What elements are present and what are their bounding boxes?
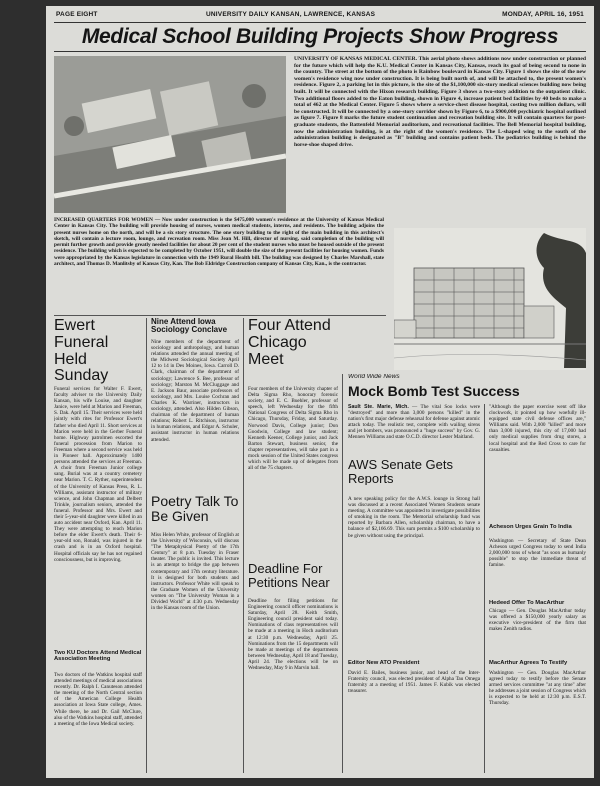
- page-number: PAGE EIGHT: [56, 11, 98, 18]
- banner-rule: [54, 51, 586, 52]
- ewert-story: Funeral services for Walter F. Ewert, faculty adviser to the University Daily Kansan, his wife Louise, and daughter Janice, were held at Marion and Freeman, S. Dak. April 15. Their services were held jointly with rites for Professor Ewert's father who died April 11. Short services at Marion were held in the Gerber Funeral home. Highway patrolmen escorted the funeral procession from Marion to Freeman where a second service was held in Pioneer hall. Approximately 1400 persons attended the services at Freeman. A choir from Freeman Junior college sang. Burial was at a country cemetery near Marion. T. C. Ryther, superintendent of the University of Kansas Press, R. L. Williams, assistant instructor of military science, and John Chapman and Delbert Trinkle, journalism seniors, attended the funeral. Professor and Mrs. Ewert and their 5-year-old daughter were killed in an auto accident near Oxford, Kan. April 11. They were attempting to reach Marion before the elder Ewert's death. Their 6-year-old son, Ronald, was injured in the crash and is in an Oxford hospital. Hospital officials say he has not regained consciousness, but is improving.: [54, 386, 142, 563]
- acheson-headline: Acheson Urges Grain To India: [489, 524, 572, 530]
- chicago-story: Four members of the University chapter of Delta Sigma Rho, honorary forensic society, and E. C. Buehler, professor of speech, left Wednesday for the fifth National Congress of Delta Sigma Rho in Chicago, Thursday, Friday, and Saturday. Norwood Davis, College junior; Don Goodwin, College and law student; Kenneth Keener, College junior, and Jack Barton Stewart, business senior, the chapter representatives, will take part in a mock session of the United States congress which will be made up of delegates from all of the 75 chapters.: [248, 386, 338, 472]
- column-rule: [243, 318, 244, 773]
- deadline-story: Deadline for filing petitions for Engineering council officer nominations is Saturday, April 28. Keith Smith, Engineering council president said today. Nominations of class representatives will be made at a meeting in Hoch auditorium at 12:30 p.m. Wednesday, April 25. Nominations from the 15 departments will be made at meetings of the departments between Wednesday, April 18 and Tuesday, April 24. The elections will be on Wednesday, May 9 in Marvin hall.: [248, 598, 338, 672]
- macarthur-testify-headline: MacArthur Agrees To Testify: [489, 660, 568, 666]
- masthead-rule: [54, 22, 586, 23]
- aerial-photo: [54, 56, 286, 213]
- bomb-test-story: Sault Ste. Marie, Mich. — The vital Soo locks were "destroyed" and more than 3,000 persons "killed" in the nation's first major defense rehearsal for defense against atomic attack today. The realistic test, complete with wailing sirens and jet bombers, was pronounced a "huge success" by Gov. G. Mennen Williams and state O.C.D. director Lester Maitland.: [348, 404, 480, 441]
- poetry-headline: Poetry Talk To Be Given: [151, 494, 239, 524]
- poetry-story: Miss Helen White, professor of English at the University of Wisconsin, will discuss "The Metaphysical Poetry of the 17th Century" at 8 p.m. Tuesday in Fraser theater. The public is invited. This lecture is an attempt to bridge the gap between contemporary and 17th century literature. It is designed for both students and instructors. Professor White will speak to the Graduate Women of the University women on "The University Woman in a Divided World" at 4:30 p.m. Wednesday in the Kansas room of the Union.: [151, 532, 239, 612]
- world-news-tag: World Wide News: [348, 374, 400, 380]
- macarthur-testify-story: Washington — Gen. Douglas MacArthur agreed today to testify before the Senate armed services committee "at any time" after he addresses a joint session of Congress which is expected to be held at 12:30 p.m. E.S.T. Thursday.: [489, 670, 586, 707]
- banner-headline: Medical School Building Projects Show Progress: [81, 25, 559, 48]
- column-rule: [146, 318, 147, 773]
- deadline-headline: Deadline For Petitions Near: [248, 562, 330, 590]
- women-caption: INCREASED QUARTERS FOR WOMEN — Now under construction is the $475,000 women's residence at the University of Kansas Medical Center in Kansas City. The building will provide housing of nurses, women medical students, interns, and residents. The building adjoins the present nurses home on the north, and will be a six story structure. The one story building to the right of the main building in this architect's sketch, will contain a lecture room, lounge, and recreation room. Miss Jean M. Hill, director of nursing, said completion of the building will permit further growth and provide greatly needed facilities for about 20 per cent of the student nurses who must be housed outside of the present residence. The building which is expected to be completed by October 1951, will double the size of the present facilities for housing women. Funds were appropriated by the Kansas legislature in connection with the 1949 Rural Health bill. The building was designed by Charles Marshall, state architect, and Thomas D. Manlitsby of Kansas City, Kan. The Bob Eldridge Construction company of Kansas City, Kan., is the contractor.: [54, 217, 384, 268]
- chicago-headline: Four Attend Chicago Meet: [248, 318, 331, 368]
- column-rule: [484, 404, 485, 773]
- ato-story: David E. Bailes, business junior, and head of the Inter-Fraternity council, was elected president of Alpha Tau Omega fraternity at a meeting of 1951. James F. Kubik was elected treasurer.: [348, 670, 480, 695]
- macarthur-offer-headline: Hedeed Offer To MacArthur: [489, 600, 565, 606]
- civil-defense-story: "Although the paper exercise went off like clockwork, it pointed up how woefully ill-equipped state civil defense offices are," Williams said. With 2,000 "killed" and more than 3,000 injured, this city of 17,000 had only medical supplies from drug stores, a local hospital and the Red Cross to care for casualties.: [489, 404, 586, 453]
- aws-story: A new speaking policy for the A.W.S. lounge in Strong hall was discussed at a recent Associated Women Students senate meeting. A committee was appointed to investigate possibilities of smoking in the room. The Memorial scholarship fund was reported by Barbara Allen, scholarship chairman, to have a balance of $2,166.69. This sum permits a $100 scholarship to be given without using the principal.: [348, 496, 480, 539]
- aerial-caption: UNIVERSITY OF KANSAS MEDICAL CENTER. This aerial photo shows additions now under construction or planned for the future which will help the K.U. Medical Center in Kansas City, Kansas, reach its goal of being second to none in the country. The street at the bottom of the photo is Rainbow boulevard in Kansas City. Figure 1 shows the site of the new women's residence wing now under construction. It is being built north of, and will be attached to, the present women's residence. Figure 2, a parking lot in this picture, is the site of the $1,100,000 six-story medical sciences building now being built. It will be connected with the Hixon research building. Figure 3 shows a two-story addition to the outpatient clinic. Two additional floors added to the Eaton building, shown in Figure 4, increase patient bed facilities by 40 beds to make a total of 462 at the Medical Center. Figure 5 shows where a service-chest disease hospital, costing two million dollars, will be constructed. It will be connected by a one-story corridor shown by Figure 6, to a $900,000 psychiatric hospital outlined as figure 7. Figure 8 marks the future student continuation and recreation building site. It will contain quarters for post-graduate students, the Battenfeld Memorial auditorium, and recreational facilities. The Bell Memorial hospital building, now the administration building, is at the right of the women's residence. The L-shaped wing to the south of the administration building is designated as "B" building and contains patient beds. The pediatrics building is behind the horse-shoe shaped drive.: [294, 56, 586, 148]
- column-rule: [342, 374, 343, 773]
- iowa-story: Nine members of the department of sociology and anthropology, and human relations attended the annual meeting of the Midwest Sociological Society April 12 to 14 in Des Moines, Iowa. Carroll D. Clark, chairman of the department of sociology; Lawrence S. Bee, professor of sociology; Marston M. McCluggage and E. Jackson Baur, associate professors of sociology, and Mrs. Louise Cochran and Charles K. Warriner, instructors in sociology, attended. Also Hilden Gibson, chairman of the department of human relations; Robert L. Ritchison, instructor in human relations, and Edgar A. Schuler, assistant instructor in human relations attended.: [151, 339, 239, 443]
- issue-date: MONDAY, APRIL 16, 1951: [502, 11, 584, 18]
- masthead: [56, 11, 584, 21]
- architect-sketch: [394, 228, 586, 370]
- macarthur-offer-story: Chicago — Gen. Douglas MacArthur today was offered a $150,000 yearly salary as executive vice-president of the firm that makes Zenith radios.: [489, 608, 586, 633]
- bomb-test-headline: Mock Bomb Test Success: [348, 384, 520, 399]
- newspaper-page: [46, 6, 594, 778]
- iowa-headline: Nine Attend Iowa Sociology Conclave: [151, 318, 228, 335]
- section-rule: [54, 315, 386, 316]
- doctors-story: Two doctors of the Watkins hospital staff attended meetings of medical associations recently. Dr. Ralph I. Canuteson attended the meeting of the North Central section of the American College Health association at Iowa State college, Ames. While there, he and Dr. Gail McClure, also of the Watkins hospital staff, attended a meeting of the Iowa Medical society.: [54, 672, 142, 727]
- acheson-story: Washington — Secretary of State Dean Acheson urged Congress today to send India 2,000,000 tons of wheat "as soon as humanly possible" to stop the immediate threat of famine.: [489, 538, 586, 569]
- ato-headline: Editor New ATO President: [348, 660, 420, 666]
- ewert-headline: Ewert Funeral Held Sunday: [54, 318, 109, 385]
- aws-headline: AWS Senate Gets Reports: [348, 458, 454, 486]
- paper-name: UNIVERSITY DAILY KANSAN, LAWRENCE, KANSAS: [206, 11, 376, 18]
- doctors-headline: Two KU Doctors Attend Medical Association Meeting: [54, 650, 142, 663]
